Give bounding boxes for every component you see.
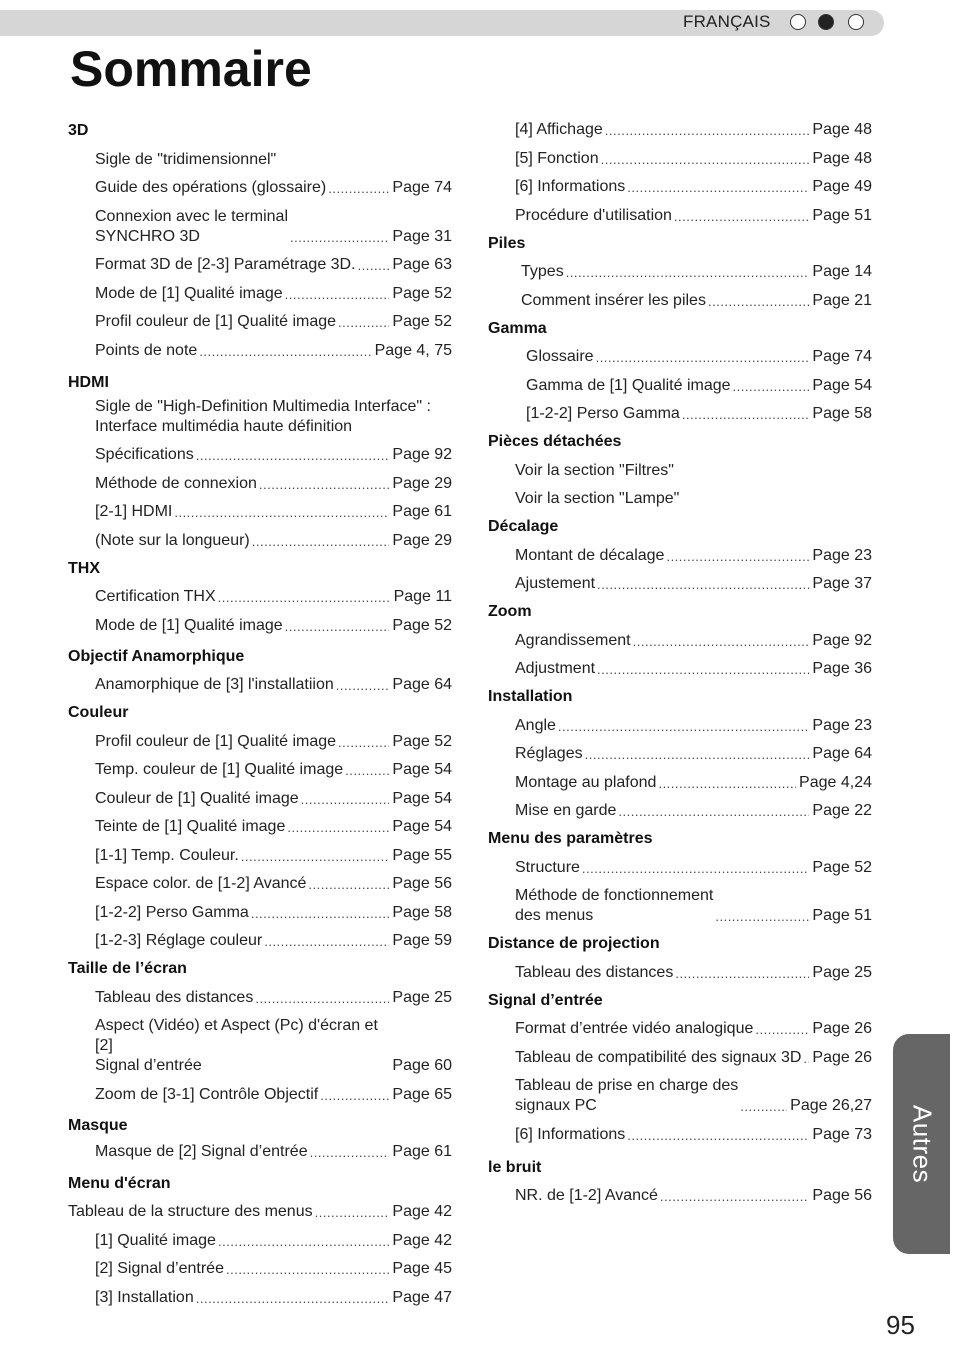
section-heading: Signal d’entrée	[488, 991, 603, 1009]
index-entry[interactable]: Agrandissement ..... Page 92	[488, 631, 872, 651]
section-heading: le bruit	[488, 1158, 542, 1176]
index-entry[interactable]: [1-2-2] Perso Gamma ..... Page 58	[68, 903, 452, 923]
index-entry[interactable]: Types ..... Page 14	[488, 262, 872, 282]
index-entry[interactable]: Guide des opérations (glossaire) ..... Page 74	[68, 178, 452, 198]
index-entry[interactable]: Profil couleur de [1] Qualité image ..... Page 52	[68, 732, 452, 752]
index-entry[interactable]: [1-2-2] Perso Gamma ..... Page 58	[488, 404, 872, 424]
index-entry[interactable]: Tableau de prise en charge des signaux PC ..... Page 26,27	[488, 1076, 872, 1116]
section-heading: 3D	[68, 122, 89, 139]
section-heading: Objectif Anamorphique	[68, 647, 245, 665]
index-entry[interactable]: Anamorphique de [3] l'installatiion ..... Page 64	[68, 675, 452, 695]
index-entry[interactable]: [5] Fonction ..... Page 48	[488, 149, 872, 169]
index-entry[interactable]: Aspect (Vidéo) et Aspect (Pc) d'écran et [2] Signal d’entrée Page 60	[95, 1017, 452, 1074]
index-entry[interactable]: Gamma de [1] Qualité image ..... Page 54	[488, 376, 872, 396]
index-entry[interactable]: Méthode de connexion ..... Page 29	[68, 474, 452, 494]
index-entry[interactable]: Mode de [1] Qualité image ..... Page 52	[68, 616, 452, 636]
section-heading: THX	[68, 559, 100, 577]
index-entry[interactable]: Tableau de compatibilité des signaux 3D ..... Page 26	[488, 1048, 872, 1068]
section-heading: Distance de projection	[488, 935, 660, 952]
section-heading: Décalage	[488, 518, 559, 535]
index-entry[interactable]: Tableau des distances ..... Page 25	[68, 988, 452, 1008]
index-entry[interactable]: [4] Affichage ..... Page 48	[488, 120, 872, 140]
section-heading: Menu des paramètres	[488, 830, 653, 847]
index-entry[interactable]: Montant de décalage ..... Page 23	[488, 546, 872, 566]
index-entry[interactable]: Structure ..... Page 52	[488, 858, 872, 878]
filled-circle-icon	[818, 14, 834, 30]
section-heading: Masque	[68, 1116, 128, 1134]
index-entry[interactable]: Certification THX ..... Page 11	[68, 587, 452, 607]
index-entry[interactable]: [1] Qualité image ..... Page 42	[68, 1231, 452, 1251]
index-entry[interactable]: Masque de [2] Signal d’entrée ..... Page 61	[68, 1142, 452, 1162]
index-entry[interactable]: Tableau de la structure des menus ..... Page 42	[68, 1202, 452, 1222]
index-entry[interactable]: Angle ..... Page 23	[488, 716, 872, 736]
index-entry[interactable]: Réglages ..... Page 64	[488, 744, 872, 764]
circle-icon	[848, 14, 864, 30]
section-tab[interactable]	[893, 1034, 950, 1254]
index-entry[interactable]: Connexion avec le terminal SYNCHRO 3D ..... Page 31	[68, 207, 452, 247]
index-entry: Sigle de "tridimensionnel"	[95, 150, 277, 168]
section-heading: Installation	[488, 688, 573, 705]
index-entry[interactable]: Spécifications ..... Page 92	[68, 445, 452, 465]
section-tab-label: Autres	[907, 1104, 937, 1184]
section-heading: Taille de l’écran	[68, 960, 187, 977]
index-entry[interactable]: Tableau des distances ..... Page 25	[488, 963, 872, 983]
index-entry[interactable]: Glossaire ..... Page 74	[488, 347, 872, 367]
index-entry[interactable]: Montage au plafond ..... Page 4,24	[488, 773, 872, 793]
index-entry[interactable]: Couleur de [1] Qualité image ..... Page 54	[68, 789, 452, 809]
index-entry[interactable]: Procédure d'utilisation ..... Page 51	[488, 206, 872, 226]
section-heading: HDMI	[68, 373, 109, 391]
page-number: 95	[886, 1310, 915, 1340]
circle-icon	[790, 14, 806, 30]
index-entry[interactable]: Format 3D de [2-3] Paramétrage 3D. ..... Page 63	[68, 255, 452, 275]
index-entry[interactable]: Mode de [1] Qualité image ..... Page 52	[68, 284, 452, 304]
index-entry[interactable]: Format d’entrée vidéo analogique ..... Page 26	[488, 1019, 872, 1039]
index-entry[interactable]: (Note sur la longueur) ..... Page 29	[68, 531, 452, 551]
index-entry[interactable]: [6] Informations ..... Page 73	[488, 1125, 872, 1145]
index-entry[interactable]: [2] Signal d’entrée ..... Page 45	[68, 1259, 452, 1279]
section-heading: Piles	[488, 234, 526, 252]
index-entry[interactable]: Points de note ..... Page 4, 75	[68, 341, 452, 361]
section-heading: Zoom	[488, 603, 532, 620]
index-entry[interactable]: NR. de [1-2] Avancé ..... Page 56	[488, 1186, 872, 1206]
section-heading: Menu d'écran	[68, 1174, 171, 1192]
index-entry[interactable]: Espace color. de [1-2] Avancé ..... Page 56	[68, 874, 452, 894]
index-column-right	[488, 117, 872, 1206]
index-note: Voir la section "Filtres"	[515, 461, 674, 479]
index-entry[interactable]: [6] Informations ..... Page 49	[488, 177, 872, 197]
index-entry[interactable]: Ajustement ..... Page 37	[488, 574, 872, 594]
index-note: Voir la section "Lampe"	[515, 490, 680, 507]
index-entry[interactable]: [3] Installation ..... Page 47	[68, 1288, 452, 1308]
index-entry[interactable]: [1-2-3] Réglage couleur ..... Page 59	[68, 931, 452, 951]
index-entry[interactable]: Comment insérer les piles ..... Page 21	[488, 291, 872, 311]
index-column-left	[68, 117, 452, 1308]
section-heading: Pièces détachées	[488, 433, 622, 450]
index-entry[interactable]: Mise en garde ..... Page 22	[488, 801, 872, 821]
page-title: Sommaire	[70, 41, 312, 97]
index-entry[interactable]: Profil couleur de [1] Qualité image ..... Page 52	[68, 312, 452, 332]
language-label: FRANÇAIS	[683, 12, 771, 31]
index-entry[interactable]: Teinte de [1] Qualité image ..... Page 54	[68, 817, 452, 837]
index-entry[interactable]: Temp. couleur de [1] Qualité image ..... Page 54	[68, 760, 452, 780]
section-heading: Gamma	[488, 319, 547, 337]
index-entry: Sigle de "High-Definition Multimedia Interface" : Interface multimédia haute définition	[95, 397, 431, 435]
index-entry[interactable]: Zoom de [3-1] Contrôle Objectif ..... Page 65	[68, 1085, 452, 1105]
index-entry[interactable]: Adjustment ..... Page 36	[488, 659, 872, 679]
section-heading: Couleur	[68, 704, 129, 721]
index-entry[interactable]: [1-1] Temp. Couleur. ..... Page 55	[68, 846, 452, 866]
index-entry[interactable]: Méthode de fonctionnement des menus ..... Page 51	[488, 886, 872, 926]
index-entry[interactable]: [2-1] HDMI ..... Page 61	[68, 502, 452, 522]
